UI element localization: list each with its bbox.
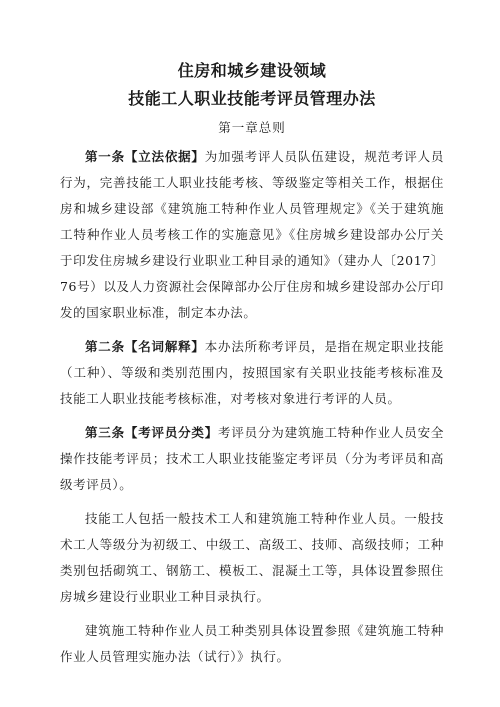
article-2 [60, 334, 444, 412]
article-2-text: 本办法所称考评员，是指在规定职业技能（工种）、等级和类别范围内，按照国家有关职业技能考核标准及技能工人职业技能考核标准，对考核对象进行考评的人员。 [60, 339, 444, 406]
article-2-label: 第二条【名词解释】 [85, 339, 205, 354]
article-1-label: 第一条【立法依据】 [85, 149, 205, 164]
article-1 [60, 144, 444, 326]
article-1-text: 为加强考评人员队伍建设，规范考评人员行为，完善技能工人职业技能考核、等级鉴定等相关工作，根据住房和城乡建设部《建筑施工特种作业人员管理规定》《关于建筑施工特种作业人员考核工作的实施意见》《住房城乡建设部办公厅关于印发住房城乡建设行业职业工种目录的通知》（建办人〔2017〕76号）以及人力资源社会保障部办公厅住房和城乡建设部办公厅印发的国家职业标准，制定本办法。 [60, 149, 444, 320]
paragraph-special-operations: 建筑施工特种作业人员工种类别具体设置参照《建筑施工特种作业人员管理实施办法（试行）》执行。 [60, 623, 444, 664]
document-title-line1: 住房和城乡建设领域 [177, 61, 327, 80]
article-3-label: 第三条【考评员分类】 [85, 425, 219, 440]
paragraph-skilled-workers: 技能工人包括一般技术工人和建筑施工特种作业人员。一般技术工人等级分为初级工、中级工、高级工、技师、高级技师；工种类别包括砌筑工、钢筋工、模板工、混凝土工等，具体设置参照住房城乡建设行业职业工种目录执行。 [60, 511, 444, 604]
article-3-text: 考评员分为建筑施工特种作业人员安全操作技能考评员；技术工人职业技能鉴定考评员（分为考评员和高级考评员）。 [60, 425, 444, 492]
article-3 [60, 420, 444, 498]
document-title-line2: 技能工人职业技能考评员管理办法 [128, 89, 376, 108]
chapter-heading: 第一章总则 [218, 120, 286, 135]
